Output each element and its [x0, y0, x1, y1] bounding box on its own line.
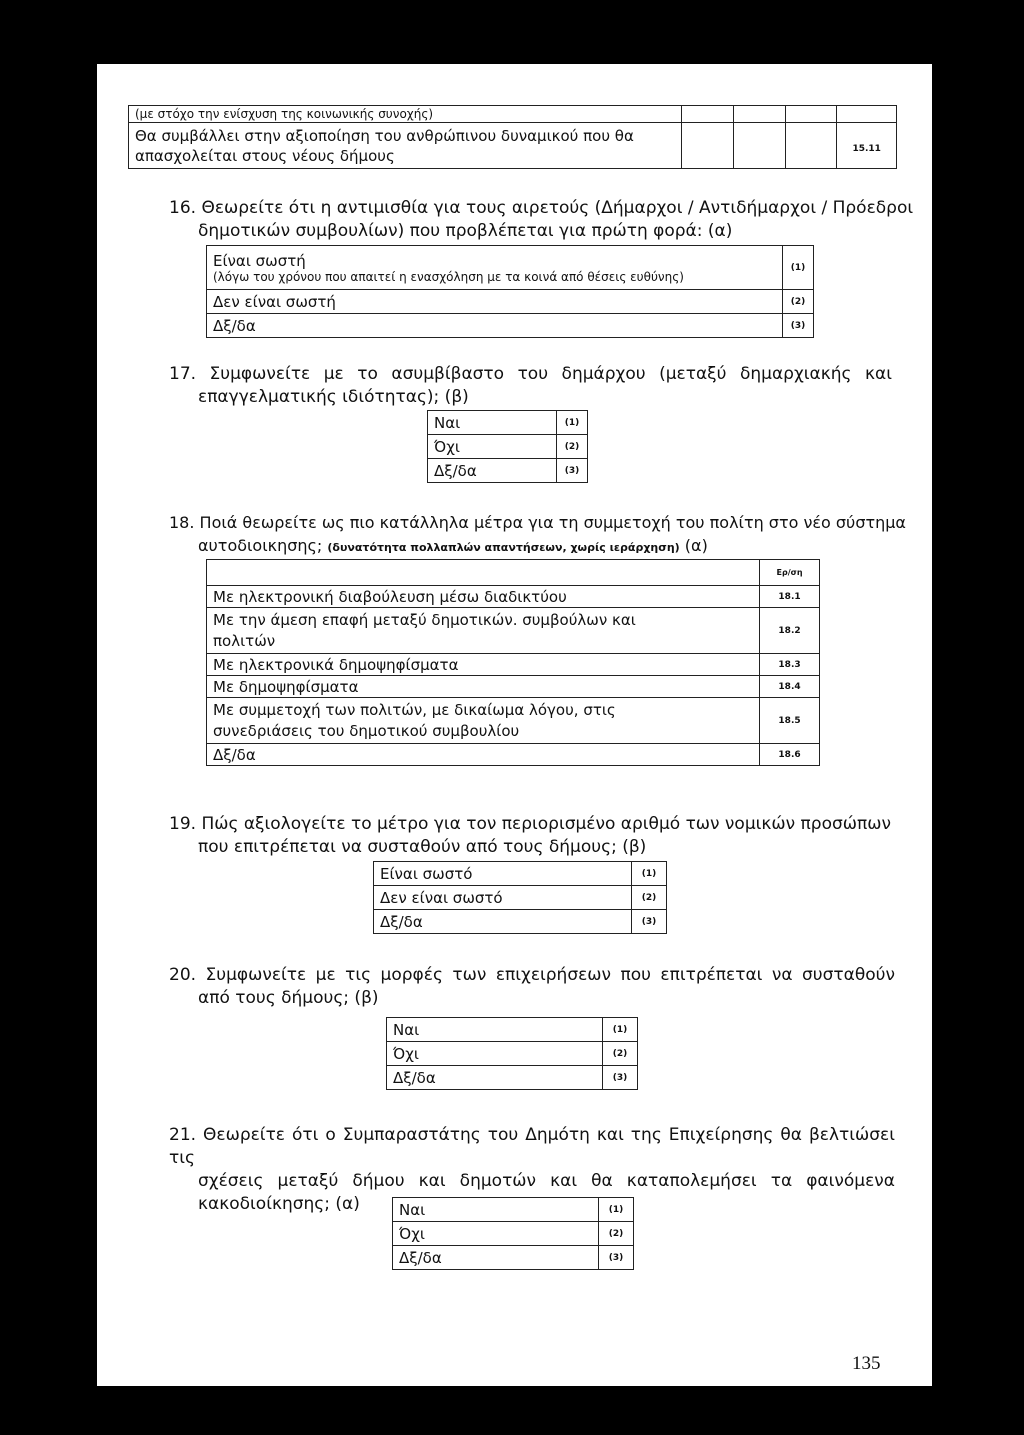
top-table-row1: (με στόχο την ενίσχυση της κοινωνικής συνοχής)	[129, 106, 682, 123]
q18-option-4[interactable]: Με δημοψηφίσματα	[207, 676, 760, 698]
q16-option-correct[interactable]: Είναι σωστή (λόγω του χρόνου που απαιτεί η ενασχόληση με τα κοινά από θέσεις ευθύνης)	[207, 246, 783, 290]
q17-option-no[interactable]: Όχι	[428, 435, 557, 459]
question-21: 21. Θεωρείτε ότι ο Συμπαραστάτης του Δημότη και της Επιχείρησης θα βελτιώσει τις σχέσεις μεταξύ δήμου και δημοτών και θα καταπολεμήσει τα φαινόμενα κακοδιοίκησης; (α)	[169, 1125, 895, 1214]
q21-option-no[interactable]: Όχι	[393, 1222, 599, 1246]
document-page	[97, 64, 932, 1386]
q18-option-3[interactable]: Με ηλεκτρονικά δημοψηφίσματα	[207, 654, 760, 676]
q16-options-table: Είναι σωστή (λόγω του χρόνου που απαιτεί η ενασχόληση με τα κοινά από θέσεις ευθύνης) (1) Δεν είναι σωστή (2) Δξ/δα (3)	[206, 245, 814, 338]
q18-header-code: Ερ/ση	[760, 560, 820, 586]
top-table-code: 15.11	[837, 123, 897, 169]
q17-option-dk[interactable]: Δξ/δα	[428, 459, 557, 483]
q19-options-table: Είναι σωστό (1) Δεν είναι σωστό (2) Δξ/δα (3)	[373, 861, 667, 934]
question-20: 20. Συμφωνείτε με τις μορφές των επιχειρήσεων που επιτρέπεται να συσταθούν από τους δήμους; (β)	[169, 965, 895, 1008]
page-number: 135	[852, 1353, 881, 1374]
q17-option-yes[interactable]: Ναι	[428, 411, 557, 435]
q18-option-5[interactable]: Με συμμετοχή των πολιτών, με δικαίωμα λόγου, στις συνεδριάσεις του δημοτικού συμβουλίου	[207, 698, 760, 744]
top-table-row2: Θα συμβάλλει στην αξιοποίηση του ανθρώπινου δυναμικού που θα απασχολείται στους νέους δήμους	[129, 123, 682, 169]
q18-option-6[interactable]: Δξ/δα	[207, 744, 760, 766]
q19-option-dk[interactable]: Δξ/δα	[374, 910, 632, 934]
q18-option-1[interactable]: Με ηλεκτρονική διαβούλευση μέσω διαδικτύου	[207, 586, 760, 608]
q20-options-table: Ναι (1) Όχι (2) Δξ/δα (3)	[386, 1017, 638, 1090]
q19-option-correct[interactable]: Είναι σωστό	[374, 862, 632, 886]
q21-option-yes[interactable]: Ναι	[393, 1198, 599, 1222]
q18-option-2[interactable]: Με την άμεση επαφή μεταξύ δημοτικών. συμβούλων και πολιτών	[207, 608, 760, 654]
question-18: 18. Ποιά θεωρείτε ως πιο κατάλληλα μέτρα για τη συμμετοχή του πολίτη στο νέο σύστημα αυτοδιοικησης; (δυνατότητα πολλαπλών απαντήσεων, χωρίς ιεράρχηση) (α)	[169, 513, 906, 555]
top-table	[128, 105, 897, 169]
q16-option-not-correct[interactable]: Δεν είναι σωστή	[207, 290, 783, 314]
q18-options-table: Ερ/ση Με ηλεκτρονική διαβούλευση μέσω διαδικτύου 18.1 Με την άμεση επαφή μεταξύ δημοτικών. συμβούλων και πολιτών 18.2 Με ηλεκτρονικά δημοψηφίσματα 18.3 Με δημοψηφίσματα 18.4 Με συμμετοχή των πολιτών, με δικαίωμα λόγου, στις συνεδριάσεις του δημοτικού συμβουλίου 18.5 Δξ/δα 18.6	[206, 559, 820, 766]
q20-option-no[interactable]: Όχι	[387, 1042, 603, 1066]
question-17: 17. Συμφωνείτε με το ασυμβίβαστο του δημάρχου (μεταξύ δημαρχιακής και επαγγελματικής ιδιότητας); (β)	[169, 364, 892, 407]
q16-option-dk[interactable]: Δξ/δα	[207, 314, 783, 338]
q20-option-dk[interactable]: Δξ/δα	[387, 1066, 603, 1090]
q19-option-not-correct[interactable]: Δεν είναι σωστό	[374, 886, 632, 910]
q17-options-table: Ναι (1) Όχι (2) Δξ/δα (3)	[427, 410, 588, 483]
q20-option-yes[interactable]: Ναι	[387, 1018, 603, 1042]
q21-option-dk[interactable]: Δξ/δα	[393, 1246, 599, 1270]
question-19: 19. Πώς αξιολογείτε το μέτρο για τον περιορισμένο αριθμό των νομικών προσώπων που επιτρέπεται να συσταθούν από τους δήμους; (β)	[169, 814, 891, 857]
q21-options-table: Ναι (1) Όχι (2) Δξ/δα (3)	[392, 1197, 634, 1270]
question-16: 16. Θεωρείτε ότι η αντιμισθία για τους αιρετούς (Δήμαρχοι / Αντιδήμαρχοι / Πρόεδροι δημοτικών συμβουλίων) που προβλέπεται για πρώτη φορά: (α)	[169, 198, 914, 241]
